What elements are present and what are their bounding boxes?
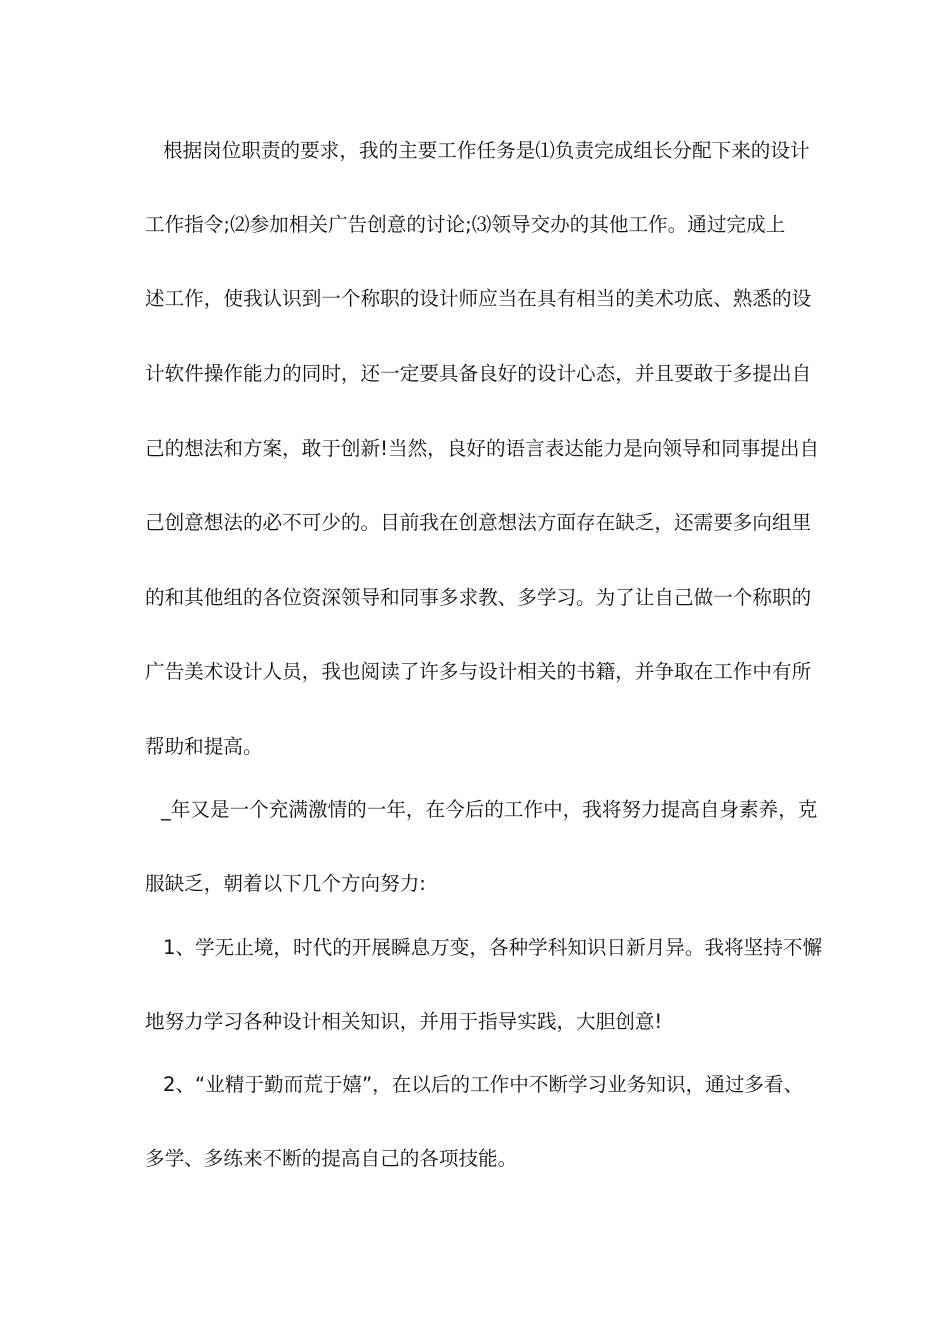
- line-text: 地努力学习各种设计相关知识，并用于指导实践，大胆创意!: [145, 1010, 663, 1033]
- line-text: 广告美术设计人员，我也阅读了许多与设计相关的书籍，并争取在工作中有所: [145, 660, 812, 683]
- line-text: 己创意想法的必不可少的。目前我在创意想法方面存在缺乏，还需要多向组里: [145, 511, 812, 534]
- line-text: 服缺乏，朝着以下几个方向努力:: [145, 872, 426, 895]
- paragraph-line-11: [0, 864, 950, 904]
- line-text: 计软件操作能力的同时，还一定要具备良好的设计心态，并且要敢于多提出自: [145, 362, 812, 385]
- line-text: 多学、多练来不断的提高自己的各项技能。: [145, 1147, 518, 1170]
- paragraph-line-2: [0, 205, 950, 245]
- paragraph-line-8: [0, 652, 950, 692]
- list-item-1-line-1: [0, 928, 950, 968]
- line-text: 1、学无止境，时代的开展瞬息万变，各种学科知识日新月异。我将坚持不懈: [163, 936, 823, 959]
- paragraph-line-10: [0, 790, 950, 830]
- paragraph-line-1: [0, 131, 950, 171]
- line-text: 根据岗位职责的要求，我的主要工作任务是⑴负责完成组长分配下来的设计: [163, 139, 810, 162]
- line-text: 工作指令;⑵参加相关广告创意的讨论;⑶领导交办的其他工作。通过完成上: [145, 213, 786, 236]
- list-item-2-line-2: [0, 1139, 950, 1179]
- list-item-2-line-1: [0, 1065, 950, 1105]
- line-text: 述工作，使我认识到一个称职的设计师应当在具有相当的美术功底、熟悉的设: [145, 287, 812, 310]
- paragraph-line-4: [0, 354, 950, 394]
- paragraph-line-9: [0, 727, 950, 767]
- paragraph-line-7: [0, 578, 950, 618]
- paragraph-line-6: [0, 503, 950, 543]
- line-text: 2、“业精于勤而荒于嬉”，在以后的工作中不断学习业务知识，通过多看、: [163, 1073, 804, 1096]
- line-text: 的和其他组的各位资深领导和同事多求教、多学习。为了让自己做一个称职的: [145, 586, 812, 609]
- paragraph-line-5: [0, 429, 950, 469]
- line-text: 帮助和提高。: [145, 735, 263, 758]
- line-text: _年又是一个充满激情的一年，在今后的工作中，我将努力提高自身素养，克: [161, 798, 818, 821]
- line-text: 己的想法和方案，敢于创新!当然，良好的语言表达能力是向领导和同事提出自: [145, 437, 820, 460]
- list-item-1-line-2: [0, 1002, 950, 1042]
- paragraph-line-3: [0, 279, 950, 319]
